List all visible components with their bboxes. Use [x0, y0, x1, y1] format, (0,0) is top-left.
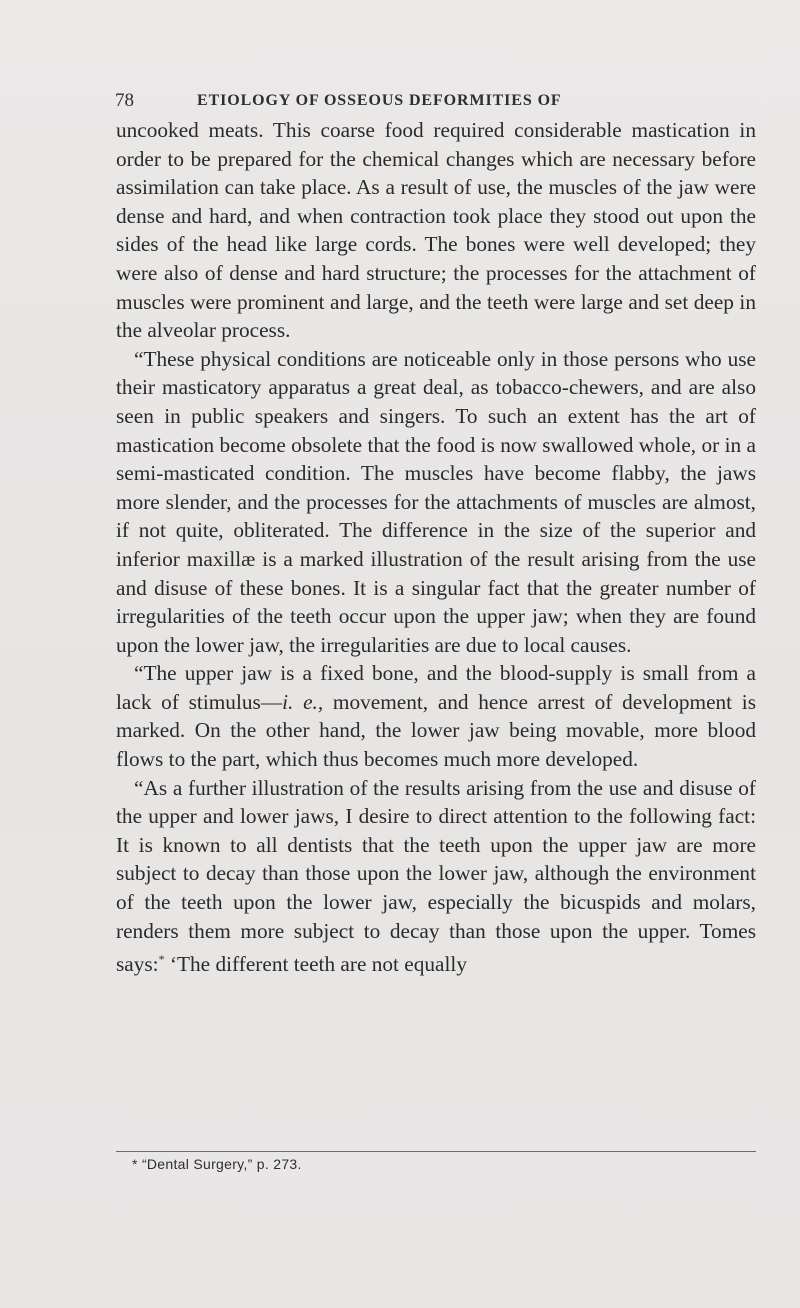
- paragraph-3-text-a: “The upper jaw is a fixed bone, and the blood-supply is small from a lack of stimulus—: [116, 661, 756, 714]
- footnote-rule: [116, 1151, 756, 1152]
- footnote: * “Dental Surgery,” p. 273.: [132, 1156, 302, 1172]
- page-number: 78: [115, 90, 134, 111]
- body-text: [116, 116, 756, 979]
- paragraph-3-text-b: movement, and hence arrest of development is marked. On the other hand, the lower jaw being movable, more blood flows to the part, which thus becomes much more developed.: [116, 689, 757, 772]
- paragraph-4-text-b: ‘The different teeth are not equally: [164, 952, 467, 977]
- footnote-mark: *: [158, 952, 165, 967]
- paragraph-3: [116, 659, 756, 773]
- paragraph-3-ie: i. e.,: [282, 689, 324, 714]
- paragraph-2: “These physical conditions are noticeable only in those persons who use their masticatory apparatus a great deal, as tobacco-chewers, and are also seen in public speakers and singers. To such an extent has the art of mastication become obsolete that the food is now swallowed whole, or in a semi-masticated condition. The muscles have become flabby, the jaws more slender, and the processes for the attachments of muscles are almost, if not quite, obliterated. The difference in the size of the superior and inferior maxillæ is a marked illustration of the result arising from the use and disuse of these bones. It is a singular fact that the greater number of irregularities of the teeth occur upon the upper jaw; when they are found upon the lower jaw, the irregularities are due to local causes.: [116, 346, 756, 657]
- paragraph-4: [116, 774, 756, 979]
- paragraph-1: uncooked meats. This coarse food required considerable mastication in order to be prepared for the chemical changes which are necessary before assimilation can take place. As a result of use, the muscles of the jaw were dense and hard, and when contraction took place they stood out upon the sides of the head like large cords. The bones were well developed; they were also of dense and hard structure; the processes for the attachment of muscles were prominent and large, and the teeth were large and set deep in the alveolar process.: [116, 118, 756, 343]
- paragraph-4-text-a: “As a further illustration of the results arising from the use and disuse of the upper and lower jaws, I desire to direct attention to the following fact: It is known to all dentists that the teeth upon the upper jaw are more subject to decay than those upon the lower jaw, although the environment of the teeth upon the lower jaw, especially the bicuspids and molars, renders them more subject to decay than those upon the upper. Tomes says:: [116, 775, 756, 977]
- running-title: ETIOLOGY OF OSSEOUS DEFORMITIES OF: [197, 92, 562, 109]
